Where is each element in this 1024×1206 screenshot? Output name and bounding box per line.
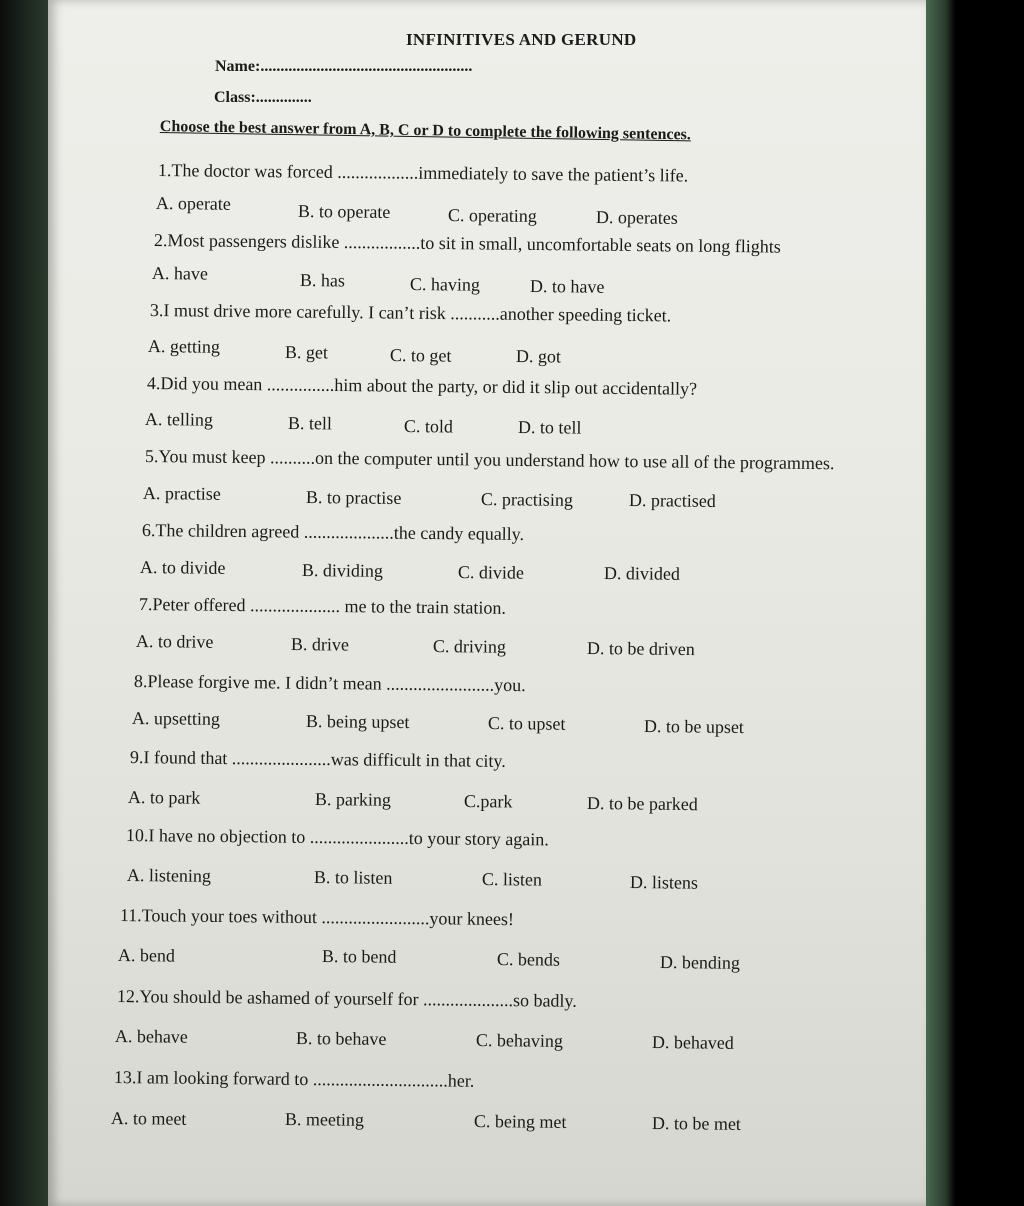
question-9: 9.I found that ......................was difficult in that city. <box>129 747 506 771</box>
option-7c: C. driving <box>432 636 507 657</box>
option-1d: D. operates <box>595 207 678 228</box>
question-10: 10.I have no objection to ......................to your story again. <box>125 825 549 850</box>
option-8a: A. upsetting <box>131 708 220 729</box>
worksheet-paper <box>48 0 926 1206</box>
question-7: 7.Peter offered .................... me to the train station. <box>138 594 507 618</box>
option-7b: B. drive <box>290 634 349 655</box>
option-8c: C. to upset <box>487 713 566 734</box>
option-6c: C. divide <box>457 562 524 583</box>
option-9a: A. to park <box>127 787 201 808</box>
option-11a: A. bend <box>117 945 175 966</box>
option-4a: A. telling <box>144 409 213 430</box>
option-13d: D. to be met <box>651 1113 741 1134</box>
option-8d: D. to be upset <box>643 716 744 738</box>
option-2c: C. having <box>409 274 480 295</box>
question-6: 6.The children agreed ....................the candy equally. <box>141 520 525 545</box>
option-8b: B. being upset <box>305 711 410 733</box>
option-13a: A. to meet <box>110 1108 187 1129</box>
instruction-heading: Choose the best answer from A, B, C or D to complete the following sentences. <box>159 118 691 144</box>
worksheet-title: INFINITIVES AND GERUND <box>406 30 637 49</box>
background-right-edge <box>926 0 1024 1206</box>
question-8: 8.Please forgive me. I didn’t mean ........................you. <box>133 671 526 696</box>
option-13b: B. meeting <box>284 1109 364 1130</box>
option-3b: B. get <box>284 342 328 363</box>
option-10a: A. listening <box>126 865 211 886</box>
option-7a: A. to drive <box>135 631 214 652</box>
option-11c: C. bends <box>496 949 560 970</box>
option-6d: D. divided <box>603 563 680 584</box>
option-9d: D. to be parked <box>586 793 698 815</box>
option-4c: C. told <box>403 416 454 437</box>
option-5b: B. to practise <box>305 487 402 508</box>
option-10b: B. to listen <box>313 867 393 888</box>
option-5c: C. practising <box>480 489 573 510</box>
option-1c: C. operating <box>447 205 537 226</box>
option-12c: C. behaving <box>475 1030 563 1051</box>
option-2b: B. has <box>299 270 345 291</box>
option-11d: D. bending <box>659 952 740 973</box>
option-6b: B. dividing <box>301 560 384 581</box>
option-13c: C. being met <box>473 1111 567 1132</box>
option-10c: C. listen <box>481 869 543 890</box>
question-3: 3.I must drive more carefully. I can’t risk ...........another speeding ticket. <box>149 300 672 326</box>
background-left-edge <box>0 0 48 1206</box>
question-12: 12.You should be ashamed of yourself for ....................so badly. <box>116 986 577 1011</box>
option-4b: B. tell <box>287 413 332 434</box>
question-4: 4.Did you mean ...............him about the party, or did it slip out accidentally? <box>146 373 698 399</box>
name-field: Name:..................................................... <box>215 58 473 75</box>
option-11b: B. to bend <box>321 946 397 967</box>
option-2d: D. to have <box>529 276 605 297</box>
option-9c: C.park <box>463 791 513 812</box>
option-5d: D. practised <box>628 490 716 511</box>
option-2a: A. have <box>151 263 208 284</box>
question-1: 1.The doctor was forced ..................immediately to save the patient’s life. <box>157 160 689 186</box>
option-6a: A. to divide <box>139 557 226 578</box>
option-4d: D. to tell <box>517 417 582 438</box>
option-7d: D. to be driven <box>586 638 695 660</box>
question-13: 13.I am looking forward to ..............................her. <box>113 1067 475 1091</box>
question-5: 5.You must keep ..........on the computer until you understand how to use all of the programmes. <box>144 446 835 474</box>
question-2: 2.Most passengers dislike .................to sit in small, uncomfortable seats on long flights <box>153 230 781 257</box>
option-1b: B. to operate <box>297 201 391 222</box>
option-3c: C. to get <box>389 345 452 366</box>
option-12d: D. behaved <box>651 1032 734 1053</box>
question-11: 11.Touch your toes without ........................your knees! <box>119 905 515 930</box>
option-9b: B. parking <box>314 789 391 810</box>
option-5a: A. practise <box>142 483 221 504</box>
option-10d: D. listens <box>629 872 699 893</box>
option-1a: A. operate <box>155 193 231 214</box>
option-3d: D. got <box>515 346 561 367</box>
option-12a: A. behave <box>114 1026 188 1047</box>
option-12b: B. to behave <box>295 1028 387 1049</box>
class-field: Class:.............. <box>214 89 312 106</box>
option-3a: A. getting <box>147 336 220 357</box>
